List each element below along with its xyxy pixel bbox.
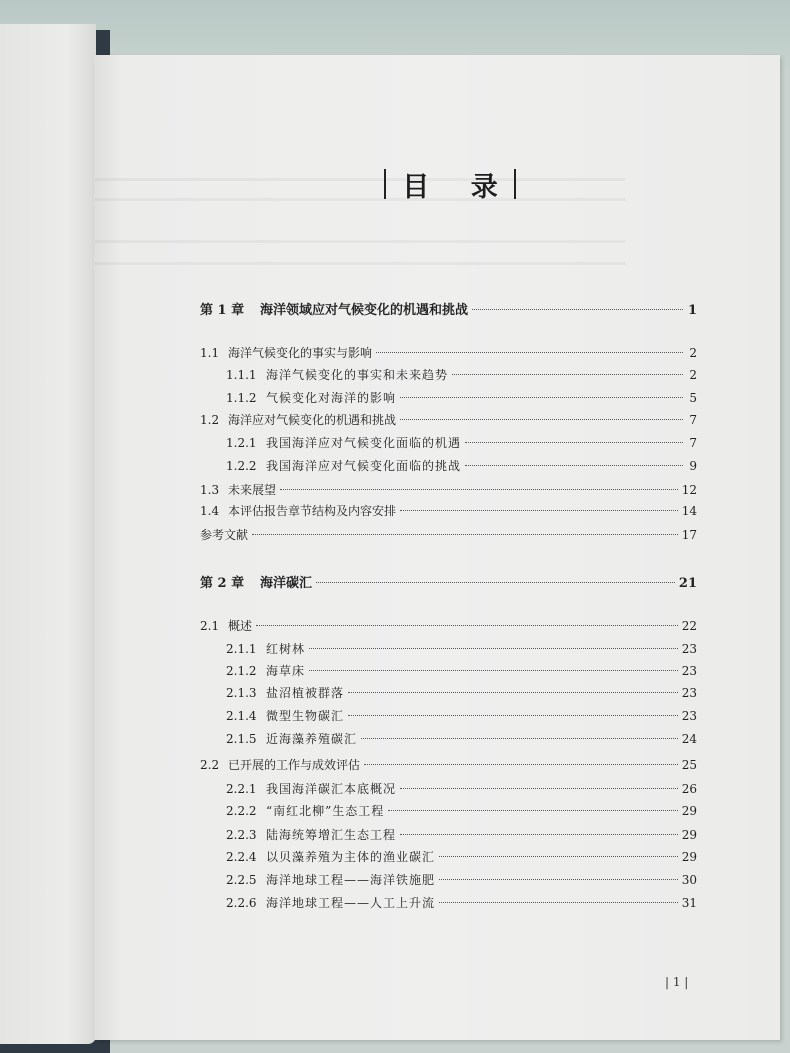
toc-entry-page: 2 <box>689 346 697 360</box>
toc-entry-page: 25 <box>681 758 697 772</box>
toc-entry-title: “南红北柳”生态工程 <box>266 804 385 818</box>
toc-entry-title: 概述 <box>228 619 253 633</box>
toc-entry-number: 2.1.1 <box>226 642 257 656</box>
toc-entry-page: 9 <box>689 459 697 473</box>
toc-entry-title: 参考文献 <box>200 528 249 542</box>
toc-entry-page: 2 <box>689 368 697 382</box>
toc-leader-dots <box>364 764 678 765</box>
toc-entry-title: 已开展的工作与成效评估 <box>228 758 361 772</box>
toc-entry-title: 海洋气候变化的事实和未来趋势 <box>266 368 449 382</box>
toc-entry-page: 26 <box>681 782 697 796</box>
toc-leader-dots <box>465 465 683 466</box>
page-title-text: 目 录 <box>402 171 514 203</box>
toc-entry-page: 1 <box>687 303 697 318</box>
toc-entry-number: 2.1.3 <box>226 686 257 700</box>
toc-leader-dots <box>348 715 678 716</box>
toc-leader-dots <box>400 510 678 511</box>
toc-entry-title: 本评估报告章节结构及内容安排 <box>228 504 397 518</box>
toc-entry-number: 2.1.5 <box>226 732 257 746</box>
toc-entry-number: 1.3 <box>200 483 220 497</box>
toc-entry-page: 7 <box>689 413 697 427</box>
toc-entry-number: 2.2.5 <box>226 873 257 887</box>
toc-leader-dots <box>400 834 678 835</box>
toc-entry-sub <box>200 780 697 798</box>
toc-entry-title: 我国海洋应对气候变化面临的机遇 <box>266 436 462 450</box>
toc-entry-title: 近海藻养殖碳汇 <box>266 732 358 746</box>
show-through-text <box>95 262 625 265</box>
toc-entry-number: 1.2.2 <box>226 459 257 473</box>
toc-entry-sub <box>200 707 697 725</box>
toc-leader-dots <box>439 856 678 857</box>
toc-entry-number: 2.2.2 <box>226 804 257 818</box>
page-title <box>380 165 520 203</box>
toc-leader-dots <box>348 692 678 693</box>
toc-entry-page: 21 <box>678 576 697 591</box>
toc-entry-page: 14 <box>681 504 697 518</box>
toc-entry-number: 2.2.3 <box>226 828 257 842</box>
toc-entry-number: 2.2 <box>200 758 220 772</box>
toc-entry-chapter <box>200 299 697 317</box>
toc-entry-page: 31 <box>681 896 697 910</box>
toc-entry-page: 30 <box>681 873 697 887</box>
toc-leader-dots <box>465 442 683 443</box>
toc-entry-sub <box>200 389 697 407</box>
toc-entry-title: 海洋领域应对气候变化的机遇和挑战 <box>260 303 469 318</box>
toc-leader-dots <box>376 352 683 353</box>
toc-entry-title: 微型生物碳汇 <box>266 709 345 723</box>
toc-entry-page: 29 <box>681 850 697 864</box>
toc-entry-section <box>200 756 697 774</box>
toc-leader-dots <box>439 902 678 903</box>
toc-entry-page: 29 <box>681 828 697 842</box>
toc-entry-title: 海洋地球工程——海洋铁施肥 <box>266 873 436 887</box>
toc-leader-dots <box>316 582 675 583</box>
show-through-text <box>95 240 625 243</box>
toc-entry-sub <box>200 662 697 680</box>
toc-entry-number: 2.1 <box>200 619 220 633</box>
toc-entry-sub <box>200 894 697 912</box>
toc-entry-section <box>200 502 697 520</box>
toc-entry-section <box>200 411 697 429</box>
toc-entry-title: 海洋气候变化的事实与影响 <box>228 346 373 360</box>
toc-entry-number: 2.2.6 <box>226 896 257 910</box>
toc-entry-section <box>200 481 697 499</box>
left-page <box>0 24 96 1044</box>
toc-entry-sub <box>200 871 697 889</box>
toc-entry-sub <box>200 434 697 452</box>
toc-entry-title: 我国海洋碳汇本底概况 <box>266 782 397 796</box>
toc-entry-title: 以贝藻养殖为主体的渔业碳汇 <box>266 850 436 864</box>
toc-entry-title: 海洋地球工程——人工上升流 <box>266 896 436 910</box>
toc-entry-sub <box>200 640 697 658</box>
toc-entry-page: 5 <box>689 391 697 405</box>
toc-entry-page: 24 <box>681 732 697 746</box>
toc-entry-section <box>200 617 697 635</box>
toc-leader-dots <box>280 489 678 490</box>
toc-entry-number: 1.4 <box>200 504 220 518</box>
toc-entry-number: 第 1 章 <box>200 303 245 318</box>
toc-leader-dots <box>400 788 678 789</box>
toc-entry-page: 12 <box>681 483 697 497</box>
toc-entry-number: 1.2.1 <box>226 436 257 450</box>
toc-leader-dots <box>472 309 683 310</box>
toc-entry-number: 2.1.2 <box>226 664 257 678</box>
toc-entry-number: 2.2.4 <box>226 850 257 864</box>
toc-entry-page: 22 <box>681 619 697 633</box>
toc-entry-number: 1.1.2 <box>226 391 257 405</box>
toc-entry-sub <box>200 457 697 475</box>
toc-entry-sub <box>200 730 697 748</box>
toc-entry-page: 23 <box>681 686 697 700</box>
toc-leader-dots <box>256 625 678 626</box>
title-bar-right <box>514 169 516 199</box>
toc-entry-section <box>200 526 697 544</box>
toc-entry-section <box>200 344 697 362</box>
toc-entry-number: 1.2 <box>200 413 220 427</box>
toc-entry-page: 7 <box>689 436 697 450</box>
toc-entry-title: 海草床 <box>266 664 306 678</box>
toc-entry-number: 1.1 <box>200 346 220 360</box>
toc-entry-sub <box>200 802 697 820</box>
toc-entry-page: 17 <box>681 528 697 542</box>
show-through-text <box>95 178 625 181</box>
page-number: | 1 | <box>665 975 689 989</box>
toc-entry-title: 海洋碳汇 <box>260 576 313 591</box>
toc-entry-sub <box>200 684 697 702</box>
toc-entry-title: 海洋应对气候变化的机遇和挑战 <box>228 413 397 427</box>
toc-entry-sub <box>200 826 697 844</box>
show-through-text <box>95 198 625 201</box>
toc-entry-title: 红树林 <box>266 642 306 656</box>
toc-leader-dots <box>361 738 678 739</box>
toc-entry-page: 29 <box>681 804 697 818</box>
toc-leader-dots <box>439 879 678 880</box>
toc-leader-dots <box>400 419 683 420</box>
toc-leader-dots <box>252 534 678 535</box>
toc-leader-dots <box>309 648 678 649</box>
toc-leader-dots <box>400 397 683 398</box>
toc-entry-sub <box>200 366 697 384</box>
toc-entry-page: 23 <box>681 642 697 656</box>
toc-leader-dots <box>452 374 683 375</box>
toc-entry-sub <box>200 848 697 866</box>
toc-entry-number: 1.1.1 <box>226 368 257 382</box>
toc-leader-dots <box>309 670 678 671</box>
toc-entry-title: 气候变化对海洋的影响 <box>266 391 397 405</box>
toc-entry-title: 我国海洋应对气候变化面临的挑战 <box>266 459 462 473</box>
toc-entry-chapter <box>200 572 697 590</box>
toc-entry-page: 23 <box>681 664 697 678</box>
toc-entry-number: 第 2 章 <box>200 576 245 591</box>
toc-entry-page: 23 <box>681 709 697 723</box>
toc-entry-title: 未来展望 <box>228 483 277 497</box>
toc-leader-dots <box>388 810 677 811</box>
toc-entry-title: 陆海统筹增汇生态工程 <box>266 828 397 842</box>
toc-entry-title: 盐沼植被群落 <box>266 686 345 700</box>
toc-entry-number: 2.2.1 <box>226 782 257 796</box>
toc-entry-number: 2.1.4 <box>226 709 257 723</box>
